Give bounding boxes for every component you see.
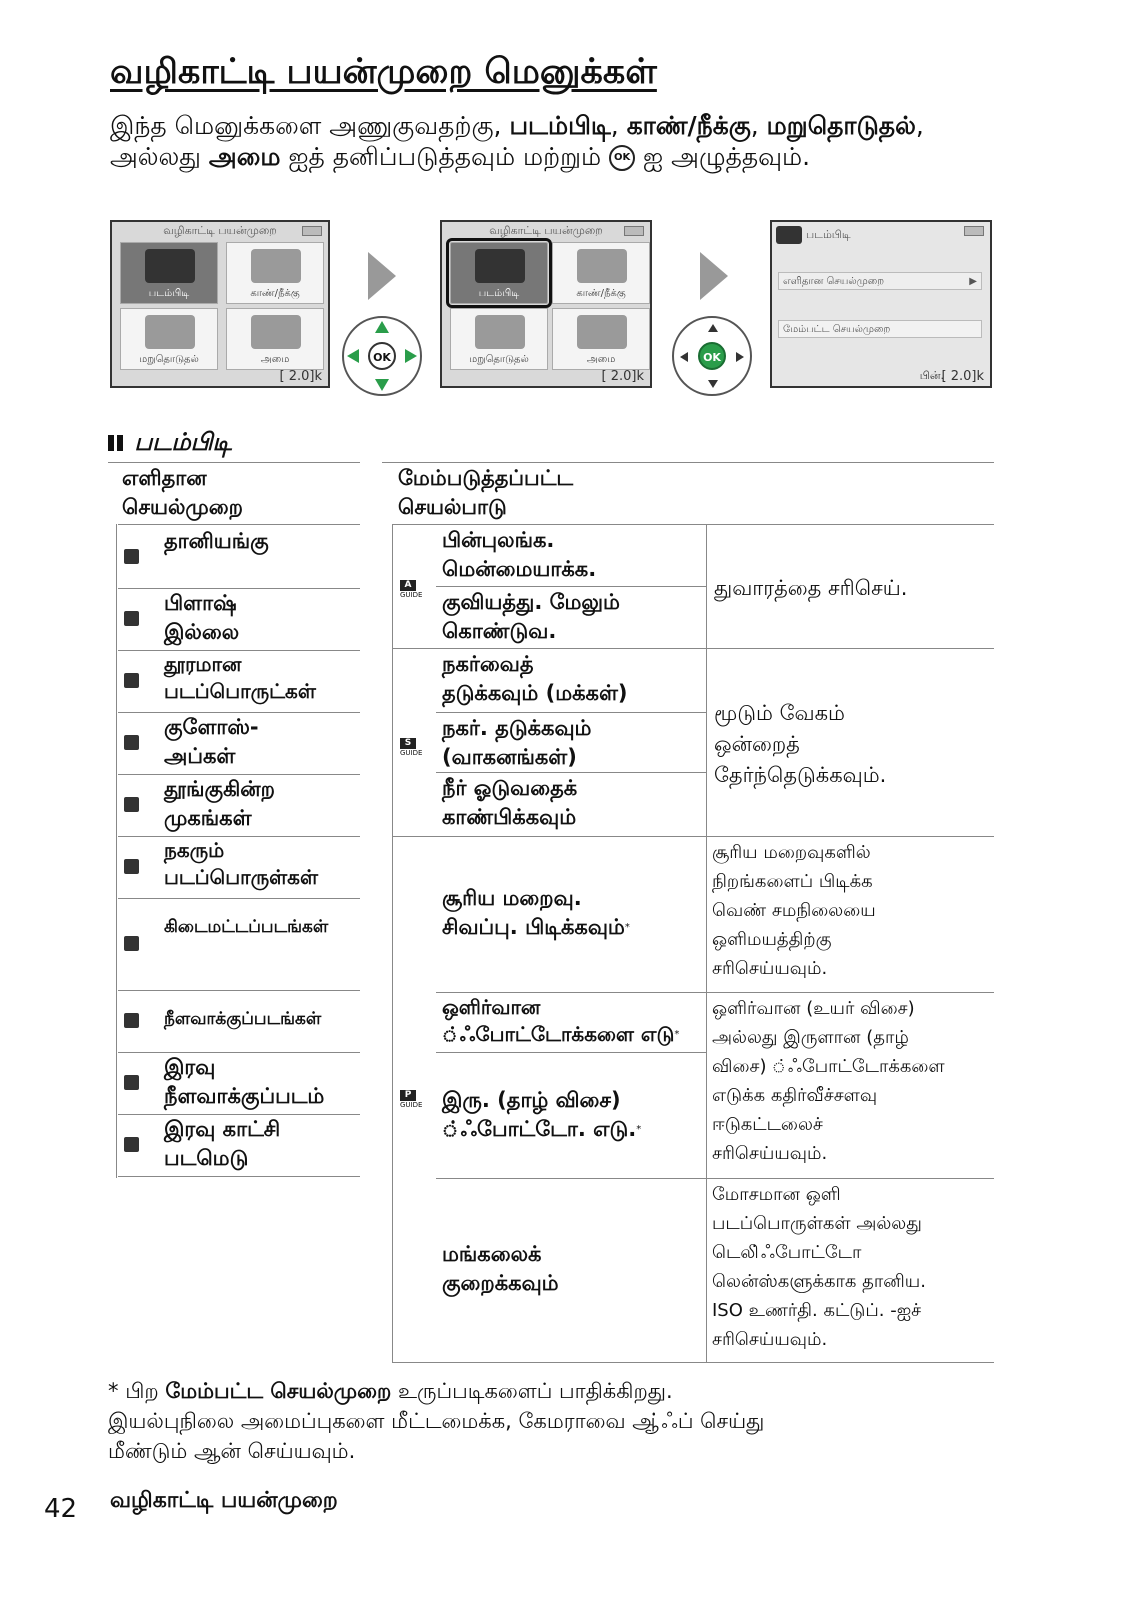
intro-paragraph (110, 110, 1010, 172)
ok-button-icon: OK (609, 145, 635, 171)
guide-badge-letter: A (400, 580, 416, 591)
guide-badge-label: GUIDE (400, 749, 423, 757)
easy-row-label: குளோஸ்- அப்கள் (164, 715, 259, 768)
arrow-left-icon (680, 352, 688, 362)
camera-photo-icon (776, 226, 802, 244)
multi-selector-icon (342, 316, 422, 396)
menu-item-easy (778, 272, 982, 290)
screen-footer: [ 2.0]k (279, 369, 322, 384)
adv-desc: சூரிய மறைவுகளில் நிறங்களைப் பிடிக்க வெண் சமநிலையை ஒளிமயத்திற்கு சரிசெய்யவும். (712, 842, 876, 979)
intro-text: இந்த மெனுக்களை அணுகுவதற்கு, (110, 111, 510, 140)
guide-badge-letter: S (400, 738, 416, 749)
scene-mode-icon (124, 1137, 139, 1152)
tile-retouch (450, 308, 548, 370)
screen-header: வழிகாட்டி பயன்முறை (163, 224, 277, 237)
guide-badge-letter: P (400, 1090, 416, 1101)
adv-item: குவியத்து. மேலும் கொண்டுவ. (442, 590, 620, 643)
adv-item: நகர்வைத் தடுக்கவும் (மக்கள்) (442, 652, 628, 705)
chevron-right-icon: ▶ (969, 276, 977, 287)
scene-mode-icon (124, 1013, 139, 1028)
battery-icon (964, 226, 984, 236)
ok-button-icon: OK (698, 342, 726, 370)
menu-item-label: மேம்பட்ட செயல்முறை (783, 324, 891, 335)
intro-text: ஐ அழுத்தவும். (635, 142, 811, 171)
camera-photo-icon (475, 249, 525, 283)
photos-icon (251, 249, 301, 283)
running-title: வழிகாட்டி பயன்முறை (110, 1488, 338, 1513)
tile-label: மறுதொடுதல் (469, 354, 529, 365)
arrow-up-icon (708, 324, 718, 332)
tile-label: மறுதொடுதல் (139, 354, 199, 365)
scene-mode-icon (124, 735, 139, 750)
tile-label: காண்/நீக்கு (250, 288, 300, 299)
row-divider (118, 990, 360, 991)
screen-footer: [ 2.0]k (601, 369, 644, 384)
footnote-star: * (624, 922, 630, 933)
adv-item-label: இரு. (தாழ் விசை) ்ஃபோட்டோ. எடு. (442, 1088, 637, 1141)
guide-badge-label: GUIDE (400, 591, 423, 599)
multi-selector-icon (672, 316, 752, 396)
footnote-star: * (674, 1029, 680, 1040)
footnote-bold: மேம்பட்ட செயல்முறை (165, 1379, 392, 1403)
scene-mode-icon (124, 611, 139, 626)
scene-mode-icon (124, 673, 139, 688)
advanced-header: மேம்படுத்தப்பட்ட செயல்பாடு (398, 466, 574, 519)
row-divider (118, 898, 360, 899)
row-divider (118, 1176, 360, 1177)
adv-item-label: சூரிய மறைவு. சிவப்பு. பிடிக்கவும் (442, 886, 625, 939)
next-arrow-icon (368, 252, 396, 300)
adv-item (442, 994, 679, 1048)
easy-row-label: தூங்குகின்ற முகங்கள் (164, 777, 275, 830)
section-heading (108, 428, 232, 459)
bullet-icon (117, 435, 123, 451)
intro-bold-view: காண்/நீக்கு (626, 111, 751, 140)
easy-row-label: இரவு நீளவாக்குப்படம் (164, 1055, 325, 1108)
page-number: 42 (44, 1494, 78, 1524)
tile-label: அமை (586, 354, 616, 365)
easy-row-label: தூரமான படப்பொருட்கள் (164, 652, 316, 703)
bullet-icon (108, 435, 114, 451)
easy-header: எளிதான செயல்முறை (122, 466, 243, 519)
easy-row-label: கிடைமட்டப்படங்கள் (164, 917, 329, 937)
section-heading-label: படம்பிடி (134, 428, 232, 456)
camera-photo-icon (145, 249, 195, 283)
tile-setup (226, 308, 324, 370)
menu-item-label: எளிதான செயல்முறை (783, 276, 885, 287)
battery-icon (302, 226, 322, 236)
adv-item: பின்புலங்க. மென்மையாக்க. (442, 528, 597, 581)
intro-bold-setup: அமை (208, 142, 281, 171)
arrow-up-icon (375, 321, 389, 333)
footnote (108, 1376, 988, 1466)
scene-mode-icon (124, 797, 139, 812)
screen-footer: [ 2.0]k (941, 369, 984, 384)
arrow-left-icon (347, 349, 359, 363)
adv-item: மங்கலைக் குறைக்கவும் (442, 1242, 559, 1295)
tile-view-delete (552, 242, 650, 304)
easy-row-label: நகரும் படப்பொருள்கள் (164, 838, 319, 889)
scene-mode-icon (124, 859, 139, 874)
easy-row-label: பிளாஷ் இல்லை (164, 591, 240, 644)
tile-shoot (450, 242, 548, 304)
ok-button-icon: OK (368, 342, 396, 370)
photos-icon (577, 249, 627, 283)
scene-mode-icon (124, 936, 139, 951)
adv-item: நகர். தடுக்கவும் (வாகனங்கள்) (442, 716, 592, 769)
photos-icon (145, 315, 195, 349)
camera-screen-3 (770, 220, 992, 388)
footnote-text: உருப்படிகளைப் பாதிக்கிறது. இயல்புநிலை அமைப்புகளை மீட்டமைக்க, கேமராவை ஆ்ஃப் செய்து மீண்டும் ஆன் செய்யவும். (108, 1379, 765, 1463)
tile-label: படம்பிடி (478, 288, 520, 299)
camera-screen-1 (110, 220, 330, 388)
menu-item-advanced (778, 320, 982, 338)
adv-desc: மூடும் வேகம் ஒன்றைத் தேர்ந்தெடுக்கவும். (714, 701, 887, 787)
arrow-right-icon (405, 349, 417, 363)
adv-item (442, 1086, 641, 1144)
arrow-down-icon (375, 379, 389, 391)
intro-text: , (750, 111, 767, 140)
adv-desc: ஒளிர்வான (உயர் விசை) அல்லது இருளான (தாழ் விசை) ்ஃபோட்டோக்களை எடுக்க கதிர்வீச்சளவு ஈடுகட்டலைச் சரிசெய்யவும். (712, 998, 945, 1164)
scene-mode-icon (124, 1075, 139, 1090)
footnote-text: பிற (125, 1379, 166, 1403)
battery-icon (624, 226, 644, 236)
guide-a-icon (400, 580, 423, 599)
adv-item: நீர் ஓடுவதைக் காண்பிக்கவும் (442, 776, 578, 829)
easy-row-label: நீளவாக்குப்படங்கள் (164, 1009, 322, 1029)
adv-item (442, 884, 630, 942)
tile-retouch (120, 308, 218, 370)
tile-shoot (120, 242, 218, 304)
easy-row-label: தானியங்கு (164, 529, 269, 553)
intro-bold-retouch: மறுதொடுதல் (766, 111, 916, 140)
camera-screen-2 (440, 220, 652, 388)
guide-badge-label: GUIDE (400, 1101, 423, 1109)
adv-desc: துவாரத்தை சரிசெய். (714, 576, 908, 600)
scene-mode-icon (124, 549, 139, 564)
camera-hands-icon (251, 315, 301, 349)
tile-label: காண்/நீக்கு (576, 288, 626, 299)
camera-hands-icon (577, 315, 627, 349)
arrow-right-icon (736, 352, 744, 362)
screen-header: படம்பிடி (806, 228, 851, 241)
intro-text: , (610, 111, 627, 140)
footnote-star: * (636, 1124, 642, 1135)
tile-view-delete (226, 242, 324, 304)
easy-row-label: இரவு காட்சி படமெடு (164, 1117, 281, 1170)
tile-label: படம்பிடி (148, 288, 190, 299)
page-title: வழிகாட்டி பயன்முறை மெனுக்கள் (110, 52, 657, 92)
adv-item-label: ஒளிர்வான ்ஃபோட்டோக்களை எடு (442, 995, 675, 1046)
guide-p-icon (400, 1090, 423, 1109)
footnote-star: * (108, 1379, 119, 1403)
photos-icon (475, 315, 525, 349)
intro-text: , அல்லது (110, 111, 924, 171)
back-label: பின். (919, 369, 944, 382)
intro-bold-shoot: படம்பிடி (509, 111, 611, 140)
tile-setup (552, 308, 650, 370)
tile-label: அமை (260, 354, 290, 365)
guide-s-icon (400, 738, 423, 757)
next-arrow-icon (700, 252, 728, 300)
intro-text: ஐத் தனிப்படுத்தவும் மற்றும் (280, 142, 610, 171)
screen-header: வழிகாட்டி பயன்முறை (489, 224, 603, 237)
adv-desc: மோசமான ஒளி படப்பொருள்கள் அல்லது டெலி்ஃபோட்டோ லென்ஸ்களுக்காக தானிய. ISO உணர்தி. கட்டுப். -ஐச் சரிசெய்யவும். (712, 1184, 926, 1350)
arrow-down-icon (708, 380, 718, 388)
